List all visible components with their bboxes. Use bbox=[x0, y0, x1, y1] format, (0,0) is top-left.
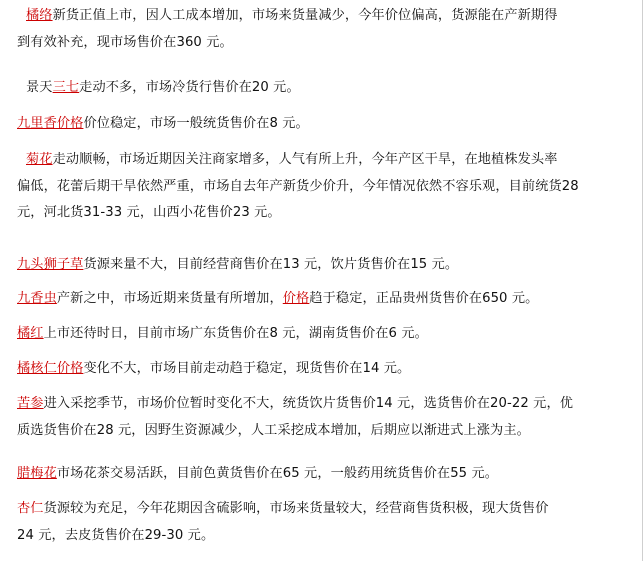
keyword-link-lameihua[interactable]: 腊梅花 bbox=[17, 466, 57, 481]
paragraph-text: 变化不大，市场目前走动趋于稳定，现货售价在14 元。 bbox=[83, 361, 411, 376]
paragraph-text: 进入采挖季节，市场价位暂时变化不大，统货饮片货售价14 元，选货售价在20-22 元，优 bbox=[43, 396, 574, 411]
keyword-link-juhua[interactable]: 菊花 bbox=[26, 152, 53, 167]
paragraph-text: 杏仁 bbox=[17, 501, 44, 516]
keyword-link-jiuxiangchong[interactable]: 九香虫 bbox=[17, 291, 57, 306]
paragraph-sanqi bbox=[0, 75, 630, 102]
paragraph-text: 走动顺畅，市场近期因关注商家增多，人气有所上升，今年产区干旱，在地植株发头率 bbox=[52, 152, 558, 167]
paragraph-text: 新货正值上市，因人工成本增加，市场来货量减少，今年价位偏高，货源能在产新期得 bbox=[52, 8, 558, 23]
paragraph-jiutoushizi bbox=[0, 252, 630, 279]
paragraph-text: 24 元，去皮货售价在29-30 元。 bbox=[17, 527, 215, 543]
keyword-link-jiutoushizi[interactable]: 九头狮子草 bbox=[17, 257, 84, 272]
paragraph-text: 元，河北货31-33 元，山西小花售价23 元。 bbox=[17, 205, 281, 220]
keyword-link-price[interactable]: 价格 bbox=[282, 291, 310, 306]
paragraph-xingren bbox=[0, 496, 630, 549]
paragraph-jiuxiangchong bbox=[0, 286, 630, 313]
keyword-link-kushen[interactable]: 苦参 bbox=[17, 396, 44, 411]
keyword-link-sanqi[interactable]: 三七 bbox=[52, 80, 80, 95]
paragraph-kushen bbox=[0, 391, 630, 444]
paragraph-juluo bbox=[0, 3, 630, 56]
keyword-link-juhong[interactable]: 橘红 bbox=[17, 326, 44, 341]
paragraph-text: 质选货售价在28 元，因野生资源减少，人工采挖成本增加，后期应以渐进式上涨为主。 bbox=[17, 422, 530, 438]
paragraph-text: 到有效补充，现市场售价在360 元。 bbox=[17, 34, 233, 50]
paragraph-text: 产新之中，市场近期来货量有所增加， bbox=[56, 291, 283, 306]
paragraph-juhua bbox=[0, 147, 630, 227]
paragraph-text: 上市还待时日，目前市场广东货售价在8 元，湖南货售价在6 元。 bbox=[43, 326, 428, 341]
paragraph-juhong bbox=[0, 321, 630, 348]
paragraph-text: 货源来量不大，目前经营商售价在13 元，饮片货售价在15 元。 bbox=[83, 257, 459, 272]
paragraph-text: 景天 bbox=[26, 80, 53, 95]
paragraph-text: 趋于稳定，正品贵州货售价在650 元。 bbox=[309, 291, 539, 306]
paragraph-jiulixiang bbox=[0, 111, 630, 138]
paragraph-text: 走动不多，市场冷货行售价在20 元。 bbox=[79, 80, 300, 95]
paragraph-text: 市场花茶交易活跃，目前色黄货售价在65 元，一般药用统货售价在55 元。 bbox=[56, 466, 499, 481]
keyword-link-juhe[interactable]: 橘核仁价格 bbox=[17, 361, 84, 376]
keyword-link-juluo[interactable]: 橘络 bbox=[26, 8, 53, 23]
paragraph-text: 货源较为充足，今年花期因含硫影响，市场来货量较大，经营商售货积极，现大货售价 bbox=[43, 501, 549, 516]
paragraph-text: 偏低，花蕾后期干旱依然严重，市场自去年产新货少价升，今年情况依然不容乐观，目前统货28 bbox=[17, 178, 579, 194]
paragraph-lameihua bbox=[0, 461, 630, 488]
keyword-link-jiulixiang[interactable]: 九里香价格 bbox=[17, 116, 84, 131]
paragraph-text: 价位稳定，市场一般统货售价在8 元。 bbox=[83, 116, 309, 131]
paragraph-juhe bbox=[0, 356, 630, 383]
